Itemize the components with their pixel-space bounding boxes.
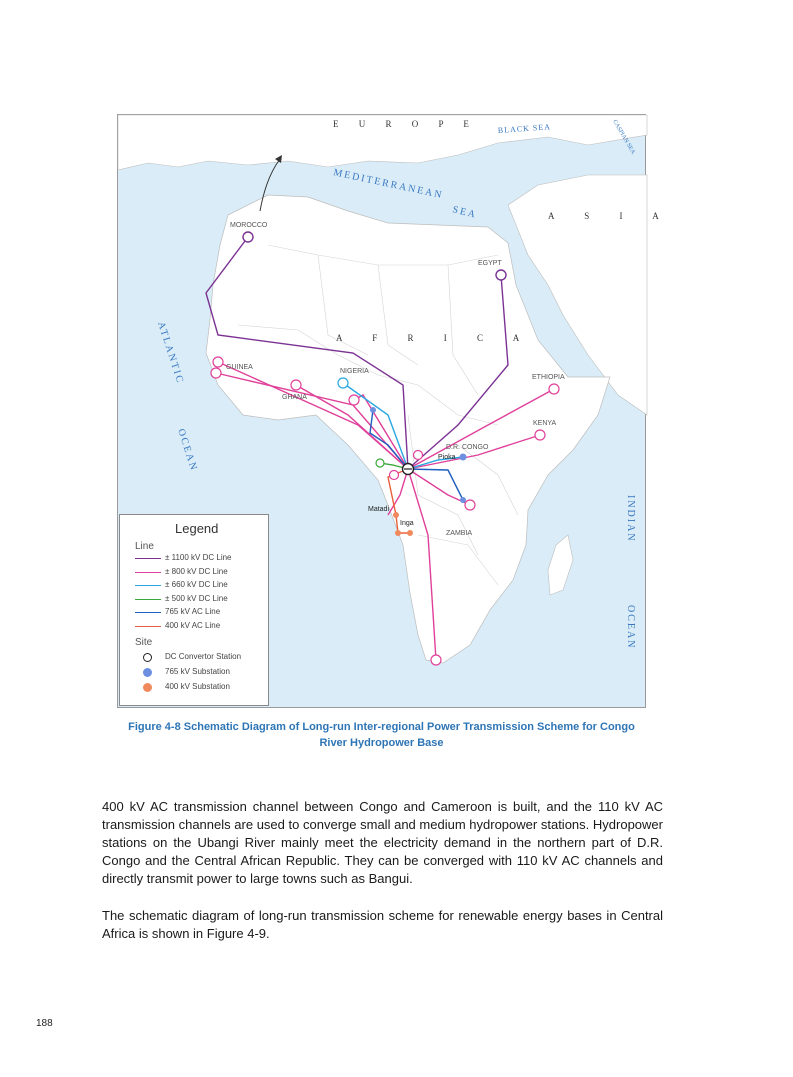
page-number: 188 — [36, 1018, 53, 1029]
label-indian: INDIAN — [625, 495, 636, 543]
legend-line-heading: Line — [135, 541, 154, 552]
station-pioka — [460, 454, 467, 461]
legend-line-row — [135, 580, 270, 592]
label-ethiopia: ETHIOPIA — [532, 374, 565, 381]
station-east765 — [460, 497, 466, 503]
label-ocean-east: OCEAN — [625, 605, 636, 650]
label-guinea: GUINEA — [226, 364, 253, 371]
legend-line-swatch — [135, 558, 161, 559]
legend-site-row — [135, 682, 270, 694]
station-ethiopia — [549, 384, 559, 394]
legend-line-swatch — [135, 572, 161, 573]
map-legend — [119, 514, 269, 706]
body-paragraph-1: 400 kV AC transmission channel between Congo and Cameroon is built, and the 110 kV AC transmission channels are used to converge small and medium hydropower stations. Hydropower stations on the Ubangi River mainly meet the electricity demand in the northern part of D.R. Congo and the Central African Republic. They can be converged with 110 kV AC channels and directly transmit power to large towns such as Bangui. — [102, 799, 663, 886]
station-nigeria — [338, 378, 348, 388]
station-egypt — [496, 270, 506, 280]
figure-caption-line1: Figure 4-8 Schematic Diagram of Long-run Inter-regional Power Transmission Scheme for Congo — [128, 721, 635, 733]
label-ghana: GHANA — [282, 394, 307, 401]
label-morocco: MOROCCO — [230, 222, 268, 229]
legend-line-label: ± 660 kV DC Line — [165, 580, 228, 589]
legend-line-row — [135, 607, 270, 619]
legend-line-row — [135, 553, 270, 565]
station-guinea2 — [211, 368, 221, 378]
legend-line-label: ± 800 kV DC Line — [165, 566, 228, 576]
label-kenya: KENYA — [533, 420, 557, 427]
station-green — [376, 459, 384, 467]
substation-icon — [143, 683, 152, 692]
legend-site-heading: Site — [135, 637, 153, 648]
label-matadi: Matadi — [368, 506, 390, 513]
station-kenya — [535, 430, 545, 440]
figure-caption-line2: River Hydropower Base — [319, 737, 444, 749]
madagascar — [548, 535, 573, 595]
label-mediterranean: MEDITERRANEAN — [332, 167, 445, 202]
legend-site-label: 765 kV Substation — [165, 667, 230, 676]
legend-line-row — [135, 567, 270, 579]
legend-site-row — [135, 652, 270, 664]
station-west765 — [370, 407, 376, 413]
hub-convertor-3 — [414, 451, 423, 460]
substation-icon — [143, 668, 152, 677]
legend-line-label: ± 500 kV DC Line — [165, 593, 228, 603]
legend-site-label: 400 kV Substation — [165, 682, 230, 691]
label-atlantic: ATLANTIC — [155, 320, 186, 386]
station-ghana — [291, 380, 301, 390]
legend-line-label: ± 1100 kV DC Line — [165, 553, 232, 562]
station-inga1 — [393, 512, 399, 518]
legend-line-swatch — [135, 599, 161, 600]
legend-line-label: 400 kV AC Line — [165, 620, 221, 630]
legend-line-row — [135, 594, 270, 606]
station-nigeria2 — [349, 395, 359, 405]
legend-line-label: 765 kV AC Line — [165, 607, 221, 616]
legend-line-swatch — [135, 612, 161, 613]
legend-site-label: DC Convertor Station — [165, 652, 242, 661]
legend-title: Legend — [175, 521, 219, 536]
figure-caption — [100, 719, 663, 751]
label-nigeria: NIGERIA — [340, 368, 369, 375]
label-caspian-sea: CASPIAN SEA — [611, 119, 636, 156]
label-pioka: Pioka — [438, 454, 456, 461]
hub-convertor-2 — [390, 471, 399, 480]
label-ocean-west: OCEAN — [175, 427, 200, 474]
label-zambia: ZAMBIA — [446, 530, 473, 537]
legend-line-swatch — [135, 626, 161, 627]
label-europe: E U R O P E — [333, 119, 478, 129]
station-morocco — [243, 232, 253, 242]
legend-line-row — [135, 621, 270, 633]
body-paragraph-2: The schematic diagram of long-run transmission scheme for renewable energy bases in Central Africa is shown in Figure 4-9. — [102, 908, 663, 941]
station-zambia — [465, 500, 475, 510]
label-inga: Inga — [400, 520, 414, 527]
legend-line-swatch — [135, 585, 161, 586]
station-inga3 — [407, 530, 413, 536]
label-dr-congo: D.R. CONGO — [446, 444, 489, 451]
legend-site-row — [135, 667, 270, 679]
station-south — [431, 655, 441, 665]
convertor-station-icon — [143, 653, 152, 662]
transmission-map — [117, 114, 673, 708]
station-guinea1 — [213, 357, 223, 367]
label-africa: A F R I C A — [336, 333, 534, 343]
label-black-sea: BLACK SEA — [497, 122, 552, 135]
label-egypt: EGYPT — [478, 260, 502, 267]
station-inga2 — [395, 530, 401, 536]
label-asia: A S I A — [548, 211, 673, 221]
label-sea: SEA — [451, 204, 479, 221]
